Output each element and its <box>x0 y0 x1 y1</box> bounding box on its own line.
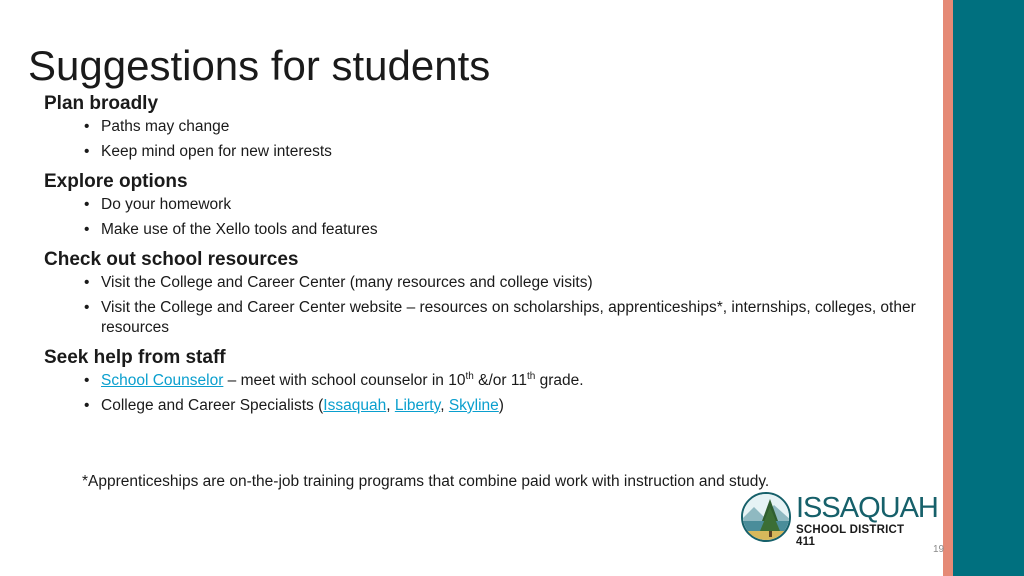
bullet-icon: • <box>84 143 90 160</box>
bullet-icon: • <box>84 372 90 389</box>
mountain-tree-icon <box>740 491 792 543</box>
section-staff-help <box>44 346 934 416</box>
footnote: *Apprenticeships are on-the-job training programs that combine paid work with instruction and study. <box>82 473 770 490</box>
skyline-link[interactable]: Skyline <box>448 397 499 414</box>
bullet-list <box>44 371 934 416</box>
list-item: • Visit the College and Career Center website – resources on scholarships, apprenticeships*, internships, colleges, other resources <box>84 299 916 336</box>
list-item: • Keep mind open for new interests <box>84 143 332 160</box>
list-item: • Do your homework <box>84 196 232 213</box>
bullet-list <box>44 117 934 162</box>
bullet-icon: • <box>84 221 90 238</box>
bullet-icon: • <box>84 118 90 135</box>
issaquah-link[interactable]: Issaquah <box>323 397 387 414</box>
section-heading: Plan broadly <box>44 93 159 114</box>
section-explore-options <box>44 170 934 240</box>
accent-stripe <box>943 0 953 576</box>
bullet-icon: • <box>84 397 90 414</box>
bullet-list <box>44 195 934 240</box>
school-counselor-link[interactable]: School Counselor <box>101 372 224 389</box>
bullet-icon: • <box>84 299 90 316</box>
logo-title: ISSAQUAH <box>796 492 938 524</box>
district-logo <box>740 491 938 548</box>
section-heading: Seek help from staff <box>44 347 226 368</box>
list-item-counselor: • School Counselor – meet with school counselor in 10th &/or 11th grade. <box>84 370 584 389</box>
side-panel <box>953 0 1024 576</box>
section-plan-broadly <box>44 92 934 162</box>
page-number: 19 <box>933 544 945 555</box>
liberty-link[interactable]: Liberty <box>394 397 441 414</box>
section-heading: Explore options <box>44 171 188 192</box>
bullet-icon: • <box>84 196 90 213</box>
bullet-icon: • <box>84 274 90 291</box>
list-item: • Paths may change <box>84 118 230 135</box>
section-heading: Check out school resources <box>44 249 299 270</box>
list-item: • Visit the College and Career Center (many resources and college visits) <box>84 274 593 291</box>
section-school-resources <box>44 248 934 338</box>
bullet-list <box>44 273 934 338</box>
slide-title: Suggestions for students <box>28 42 491 89</box>
list-item: • Make use of the Xello tools and features <box>84 221 378 238</box>
slide-body <box>44 92 934 424</box>
logo-subtitle: SCHOOL DISTRICT 411 <box>796 524 905 548</box>
list-item-specialists: • College and Career Specialists (Issaquah, Liberty, Skyline) <box>84 397 504 414</box>
